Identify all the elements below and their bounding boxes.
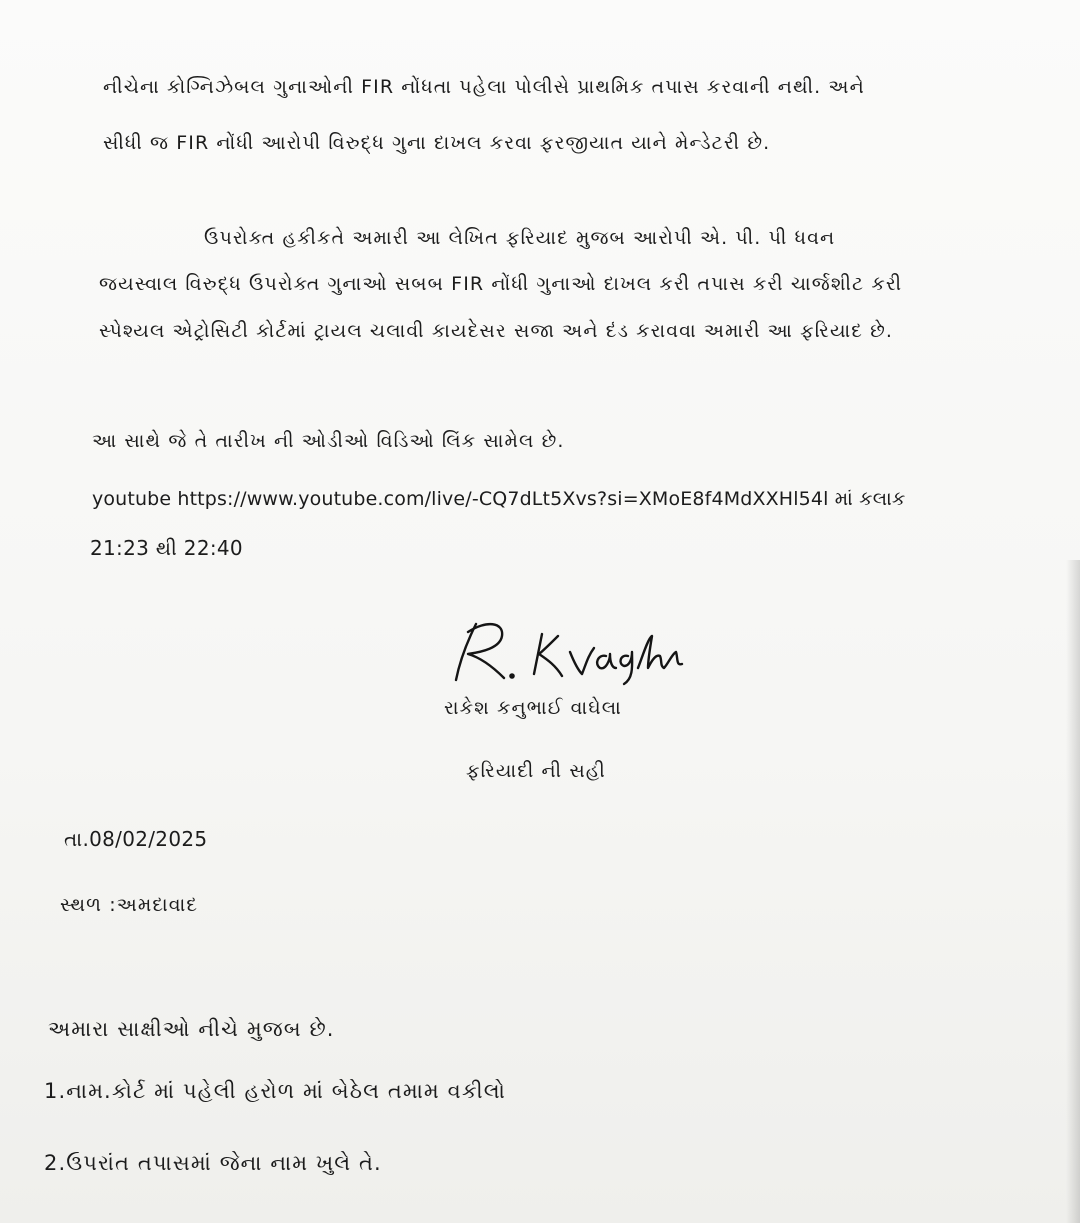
handwritten-signature <box>438 618 688 688</box>
witnesses-heading: અમારા સાક્ષીઓ નીચે મુજબ છે. <box>48 1017 335 1041</box>
witness-item-2: 2.ઉપરાંત તપાસમાં જેના નામ ખુલે તે. <box>44 1151 382 1175</box>
witness-item-1: 1.નામ.કોર્ટ માં પહેલી હરોળ માં બેઠેલ તમામ વકીલો <box>44 1079 506 1103</box>
paragraph2-line1: ઉપરોક્ત હકીકતે અમારી આ લેખિત ફરિયાદ મુજબ આરોપી એ. પી. પી ધવન <box>204 227 836 249</box>
paragraph2-line2: જયસ્વાલ વિરુદ્ધ ઉપરોક્ત ગુનાઓ સબબ FIR નોંધી ગુનાઓ દાખલ કરી તપાસ કરી ચાર્જશીટ કરી <box>99 273 903 295</box>
video-link-line[interactable]: youtube https://www.youtube.com/live/-CQ7dLt5Xvs?si=XMoE8f4MdXXHl54l માં કલાક <box>92 488 906 510</box>
paragraph1-line1: નીચેના કોગ્નિઝેબલ ગુનાઓની FIR નોંધતા પહેલા પોલીસે પ્રાથમિક તપાસ કરવાની નથી. અને <box>103 76 865 98</box>
attachment-line: આ સાથે જે તે તારીખ ની ઓડીઓ વિડિઓ લિંક સામેલ છે. <box>92 430 565 452</box>
paragraph1-line2: સીધી જ FIR નોંધી આરોપી વિરુદ્ધ ગુના દાખલ કરવા ફરજીયાત યાને મેન્ડેટરી છે. <box>103 132 771 154</box>
page-edge-shadow <box>1066 560 1080 1223</box>
signature-caption: ફરિયાદી ની સહી <box>466 760 606 782</box>
place-line: સ્થળ :અમદાવાદ <box>60 894 199 916</box>
time-range-line: 21:23 થી 22:40 <box>90 536 243 560</box>
signer-name: રાકેશ કનુભાઈ વાઘેલા <box>444 697 622 719</box>
date-line: તા.08/02/2025 <box>64 827 208 851</box>
paragraph2-line3: સ્પેશ્યલ એટ્રોસિટી કોર્ટમાં ટ્રાયલ ચલાવી કાયદેસર સજા અને દંડ કરાવવા અમારી આ ફરિયાદ છે. <box>99 320 894 342</box>
signature-drawing <box>438 618 688 688</box>
